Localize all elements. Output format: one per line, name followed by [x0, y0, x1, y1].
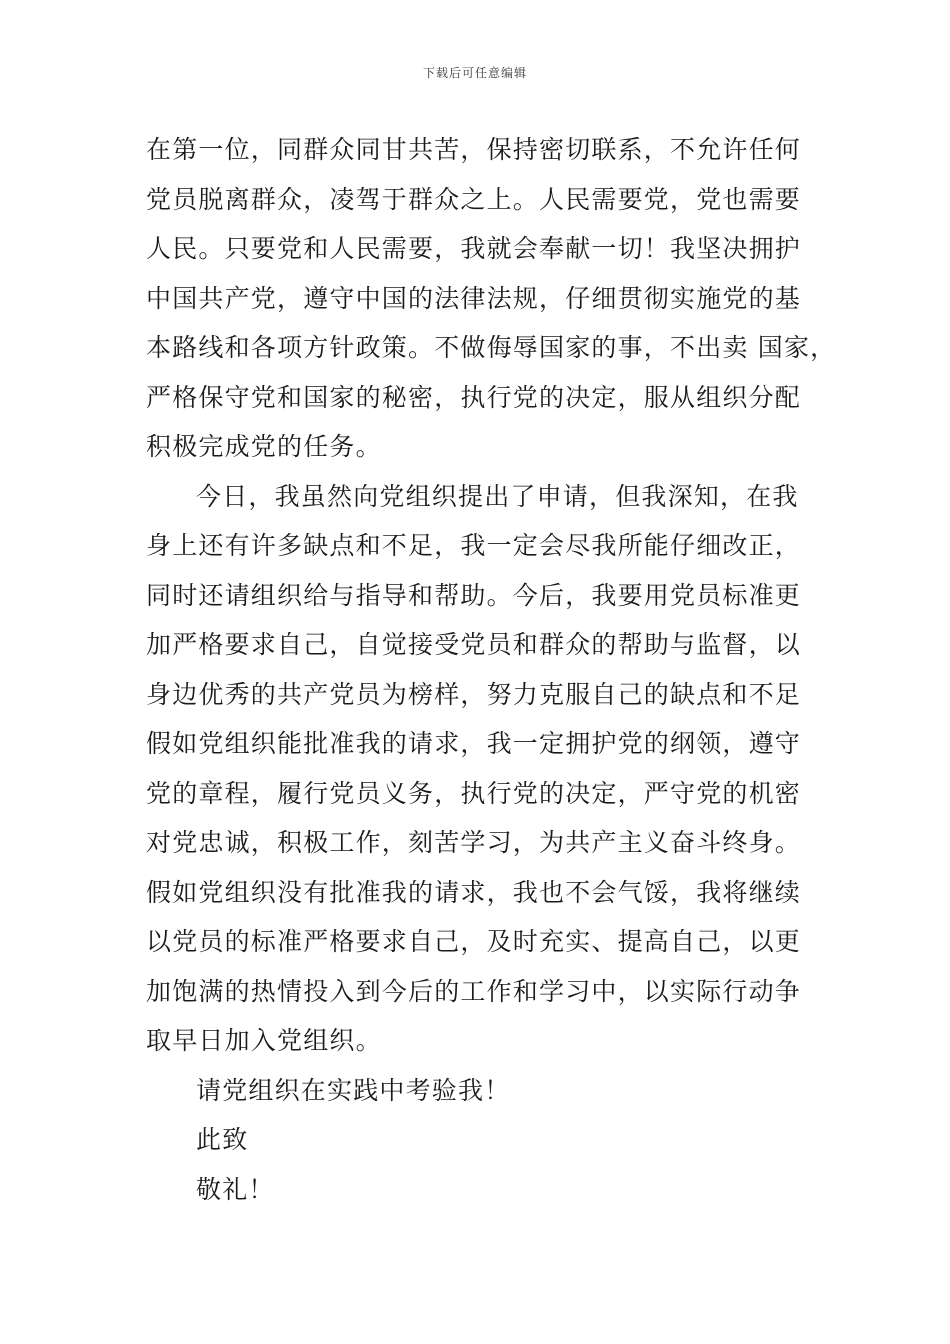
- text-line: 身上还有许多缺点和不足，我一定会尽我所能仔细改正，: [146, 531, 802, 560]
- text-line: 积极完成党的任务。: [146, 432, 382, 461]
- text-line: 以党员的标准严格要求自己，及时充实、提高自己，以更: [146, 927, 802, 956]
- text-line: 严格保守党和国家的秘密，执行党的决定，服从组织分配: [146, 382, 802, 412]
- closing-request-line: 请党组织在实践中考验我！: [196, 1075, 511, 1105]
- text-line: 加饱满的热情投入到今后的工作和学习中，以实际行动争: [146, 976, 802, 1006]
- text-line: 假如党组织能批准我的请求，我一定拥护党的纲领，遵守: [146, 729, 802, 758]
- salutation-line: 敬礼！: [196, 1174, 275, 1204]
- text-line: 党员脱离群众，凌驾于群众之上。人民需要党，党也需要: [146, 184, 802, 214]
- text-line: 对党忠诚，积极工作，刻苦学习，为共产主义奋斗终身。: [146, 828, 802, 857]
- text-line: 假如党组织没有批准我的请求，我也不会气馁，我将继续: [146, 877, 802, 907]
- text-line: 人民。只要党和人民需要，我就会奉献一切！我坚决拥护: [146, 234, 802, 263]
- text-line: 加严格要求自己，自觉接受党员和群众的帮助与监督，以: [146, 630, 802, 659]
- page-header: 下载后可任意编辑: [422, 66, 527, 80]
- text-line: 身边优秀的共产党员为榜样，努力克服自己的缺点和不足: [146, 679, 802, 709]
- paragraph-start-line: 今日，我虽然向党组织提出了申请，但我深知，在我: [196, 481, 799, 511]
- text-line: 党的章程，履行党员义务，执行党的决定，严守党的机密: [146, 778, 802, 808]
- salutation-line: 此致: [196, 1125, 249, 1154]
- text-line: 中国共产党，遵守中国的法律法规，仔细贯彻实施党的基: [146, 283, 802, 313]
- text-line: 在第一位，同群众同甘共苦，保持密切联系，不允许任何: [146, 135, 802, 164]
- text-line: 取早日加入党组织。: [146, 1026, 382, 1055]
- document-body: [146, 125, 837, 1214]
- text-line: 同时还请组织给与指导和帮助。今后，我要用党员标准更: [146, 580, 802, 610]
- text-line: 本路线和各项方针政策。不做侮辱国家的事，不出卖 国家，: [146, 333, 837, 362]
